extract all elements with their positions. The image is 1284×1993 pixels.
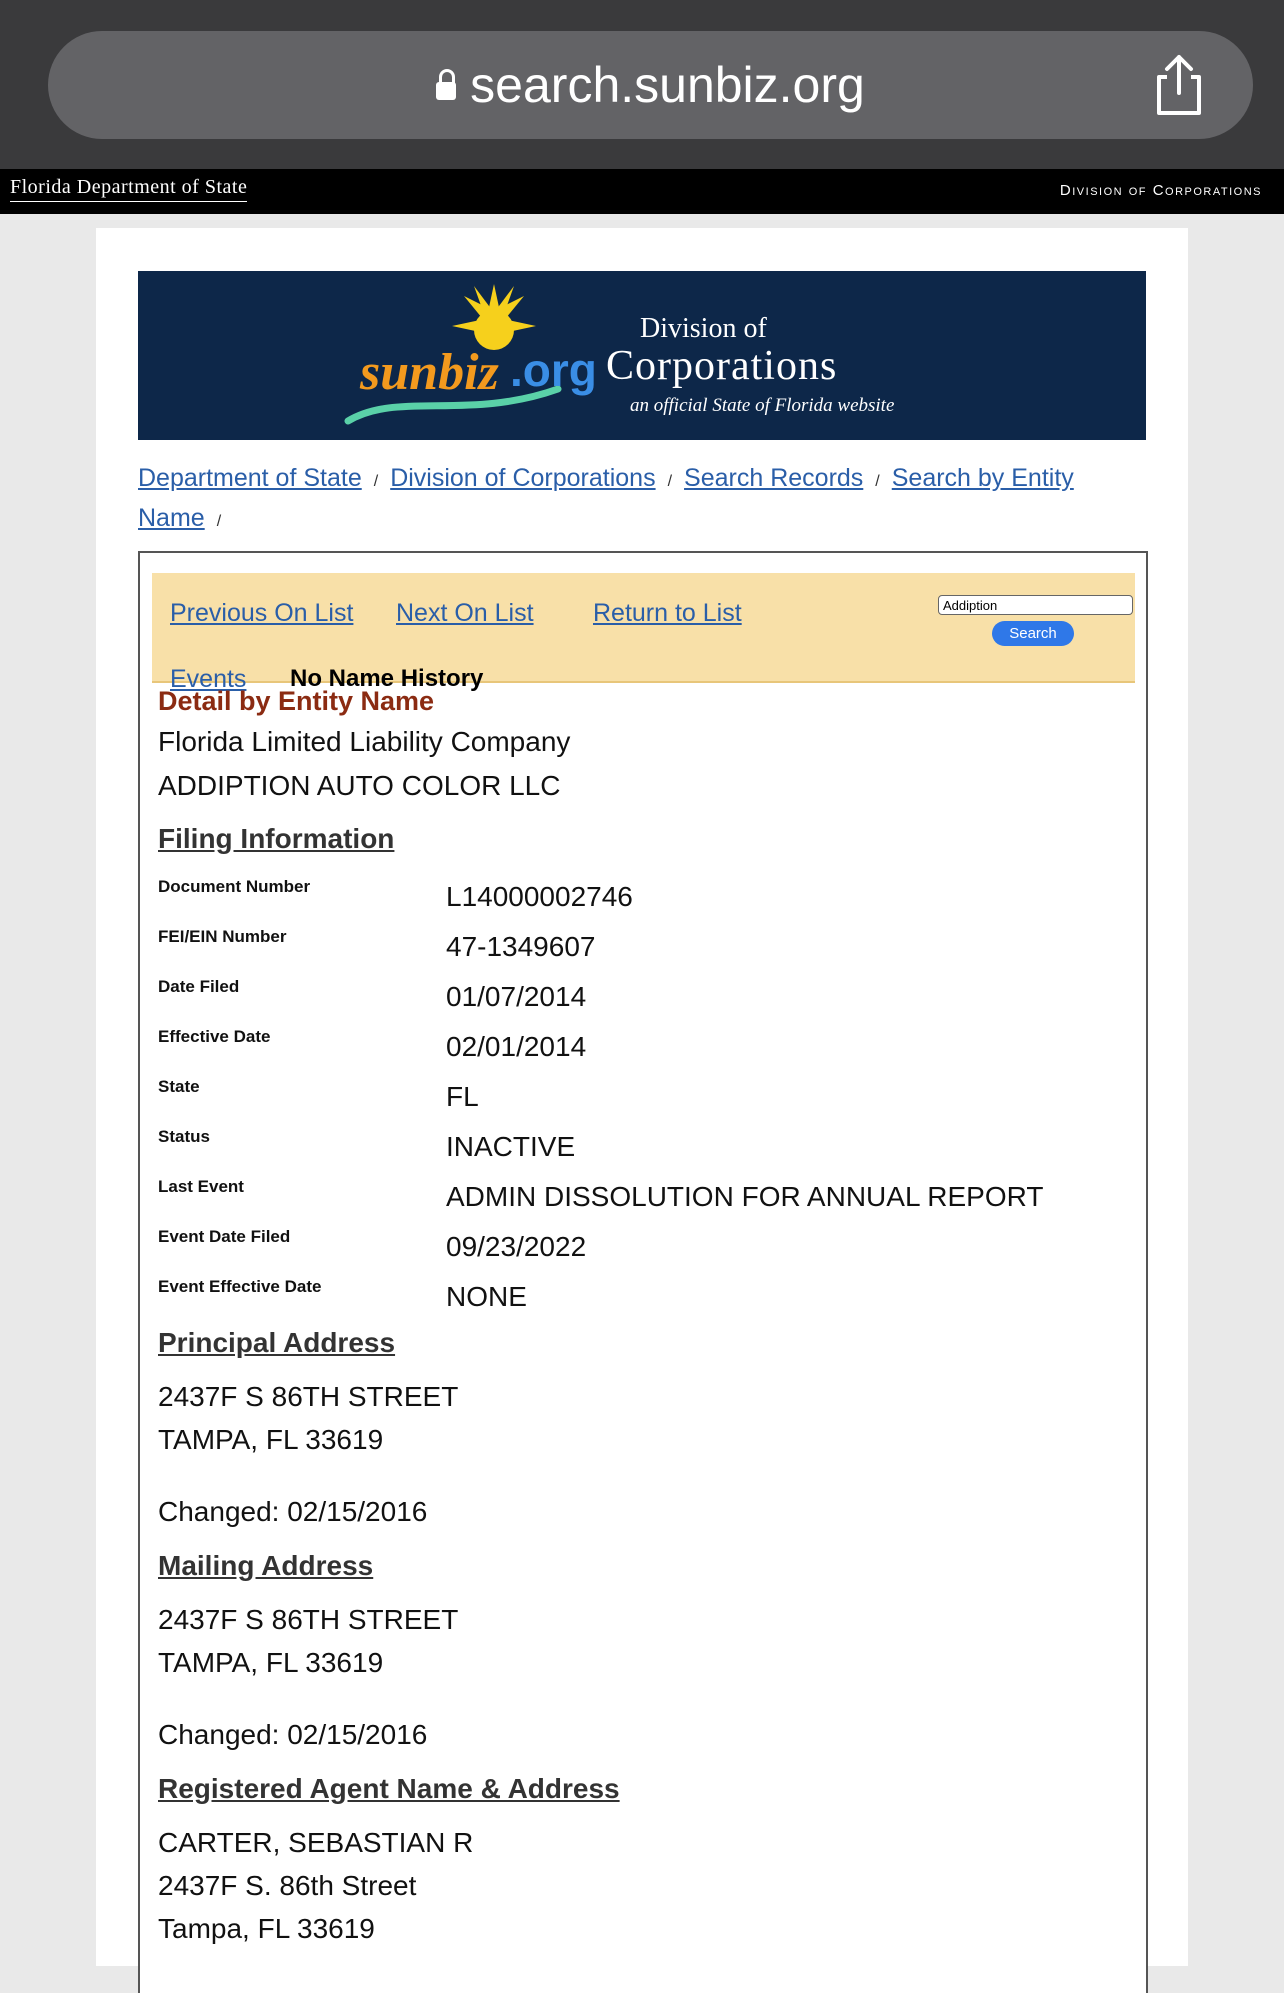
field-label-fei-ein-number: FEI/EIN Number [158,927,287,946]
principal-address-line1: 2437F S 86TH STREET [158,1381,459,1412]
registered-agent-line2: Tampa, FL 33619 [158,1913,375,1944]
breadcrumb-separator: / [667,473,673,490]
breadcrumb-division-of-corporations[interactable]: Division of Corporations [390,464,656,492]
field-label-event-effective-date: Event Effective Date [158,1277,322,1296]
mailing-address-heading: Mailing Address [158,1550,374,1581]
field-label-event-date-filed: Event Date Filed [158,1227,291,1246]
field-value-date-filed: 01/07/2014 [446,981,587,1012]
url-display[interactable] [48,31,1253,139]
mailing-address-line1: 2437F S 86TH STREET [158,1604,459,1635]
field-label-document-number: Document Number [158,877,311,896]
principal-address-line2: TAMPA, FL 33619 [158,1424,384,1455]
browser-toolbar [0,0,1284,169]
name-history-text: No Name History [290,665,484,692]
next-on-list-link[interactable]: Next On List [396,599,534,627]
address-bar[interactable] [48,31,1253,139]
breadcrumb-separator: / [216,513,222,530]
field-value-fei-ein-number: 47-1349607 [446,931,596,962]
svg-text:Division of: Division of [640,313,767,344]
division-name[interactable]: Division of Corporations [1059,182,1262,199]
entity-search-input[interactable] [938,595,1133,615]
department-name[interactable]: Florida Department of State [10,176,247,202]
share-icon[interactable] [1149,53,1209,117]
return-to-list-link[interactable]: Return to List [593,599,742,627]
field-label-status: Status [158,1127,210,1146]
events-link[interactable]: Events [170,665,247,693]
svg-text:sunbiz: sunbiz [360,344,499,401]
field-value-status: INACTIVE [446,1131,576,1162]
lock-icon [436,82,456,100]
result-navigation-bar [152,573,1135,693]
field-value-effective-date: 02/01/2014 [446,1031,587,1062]
search-button[interactable]: Search [992,621,1074,646]
field-value-event-effective-date: NONE [446,1281,527,1312]
field-value-event-date-filed: 09/23/2022 [446,1231,587,1262]
url-text: search.sunbiz.org [470,57,865,113]
svg-text:an official State of Florida w: an official State of Florida website [630,395,895,416]
svg-text:.org: .org [510,344,597,396]
principal-address-changed: Changed: 02/15/2016 [158,1496,428,1527]
mailing-address-line2: TAMPA, FL 33619 [158,1647,384,1678]
sunbiz-logo [138,271,1146,440]
svg-text:Corporations: Corporations [606,343,838,389]
field-value-document-number: L14000002746 [446,881,633,912]
breadcrumb-department-of-state[interactable]: Department of State [138,464,362,492]
breadcrumb-name[interactable]: Name [138,504,205,532]
field-value-state: FL [446,1081,479,1112]
field-label-state: State [158,1077,200,1096]
entity-name: ADDIPTION AUTO COLOR LLC [158,770,561,801]
field-label-date-filed: Date Filed [158,977,240,996]
field-label-last-event: Last Event [158,1177,244,1196]
detail-title: Detail by Entity Name [158,686,435,716]
breadcrumb-search-records[interactable]: Search Records [684,464,864,492]
field-value-last-event: ADMIN DISSOLUTION FOR ANNUAL REPORT [446,1181,1044,1212]
breadcrumb-separator: / [875,473,880,490]
registered-agent-name: CARTER, SEBASTIAN R [158,1827,474,1858]
breadcrumb-separator: / [373,473,379,490]
sunbiz-banner[interactable] [138,271,1146,440]
registered-agent-heading: Registered Agent Name & Address [158,1773,620,1804]
mailing-address-changed: Changed: 02/15/2016 [158,1719,428,1750]
principal-address-heading: Principal Address [158,1327,396,1358]
breadcrumb-search-by-entity[interactable]: Search by Entity [891,464,1074,492]
field-label-effective-date: Effective Date [158,1027,271,1046]
filing-information-heading: Filing Information [158,823,395,854]
department-strip [0,169,1284,214]
previous-on-list-link[interactable]: Previous On List [170,599,354,627]
page-content [96,228,1188,1966]
registered-agent-line1: 2437F S. 86th Street [158,1870,417,1901]
breadcrumb [138,460,1148,540]
entity-detail-panel [138,551,1148,1993]
entity-type: Florida Limited Liability Company [158,726,571,757]
